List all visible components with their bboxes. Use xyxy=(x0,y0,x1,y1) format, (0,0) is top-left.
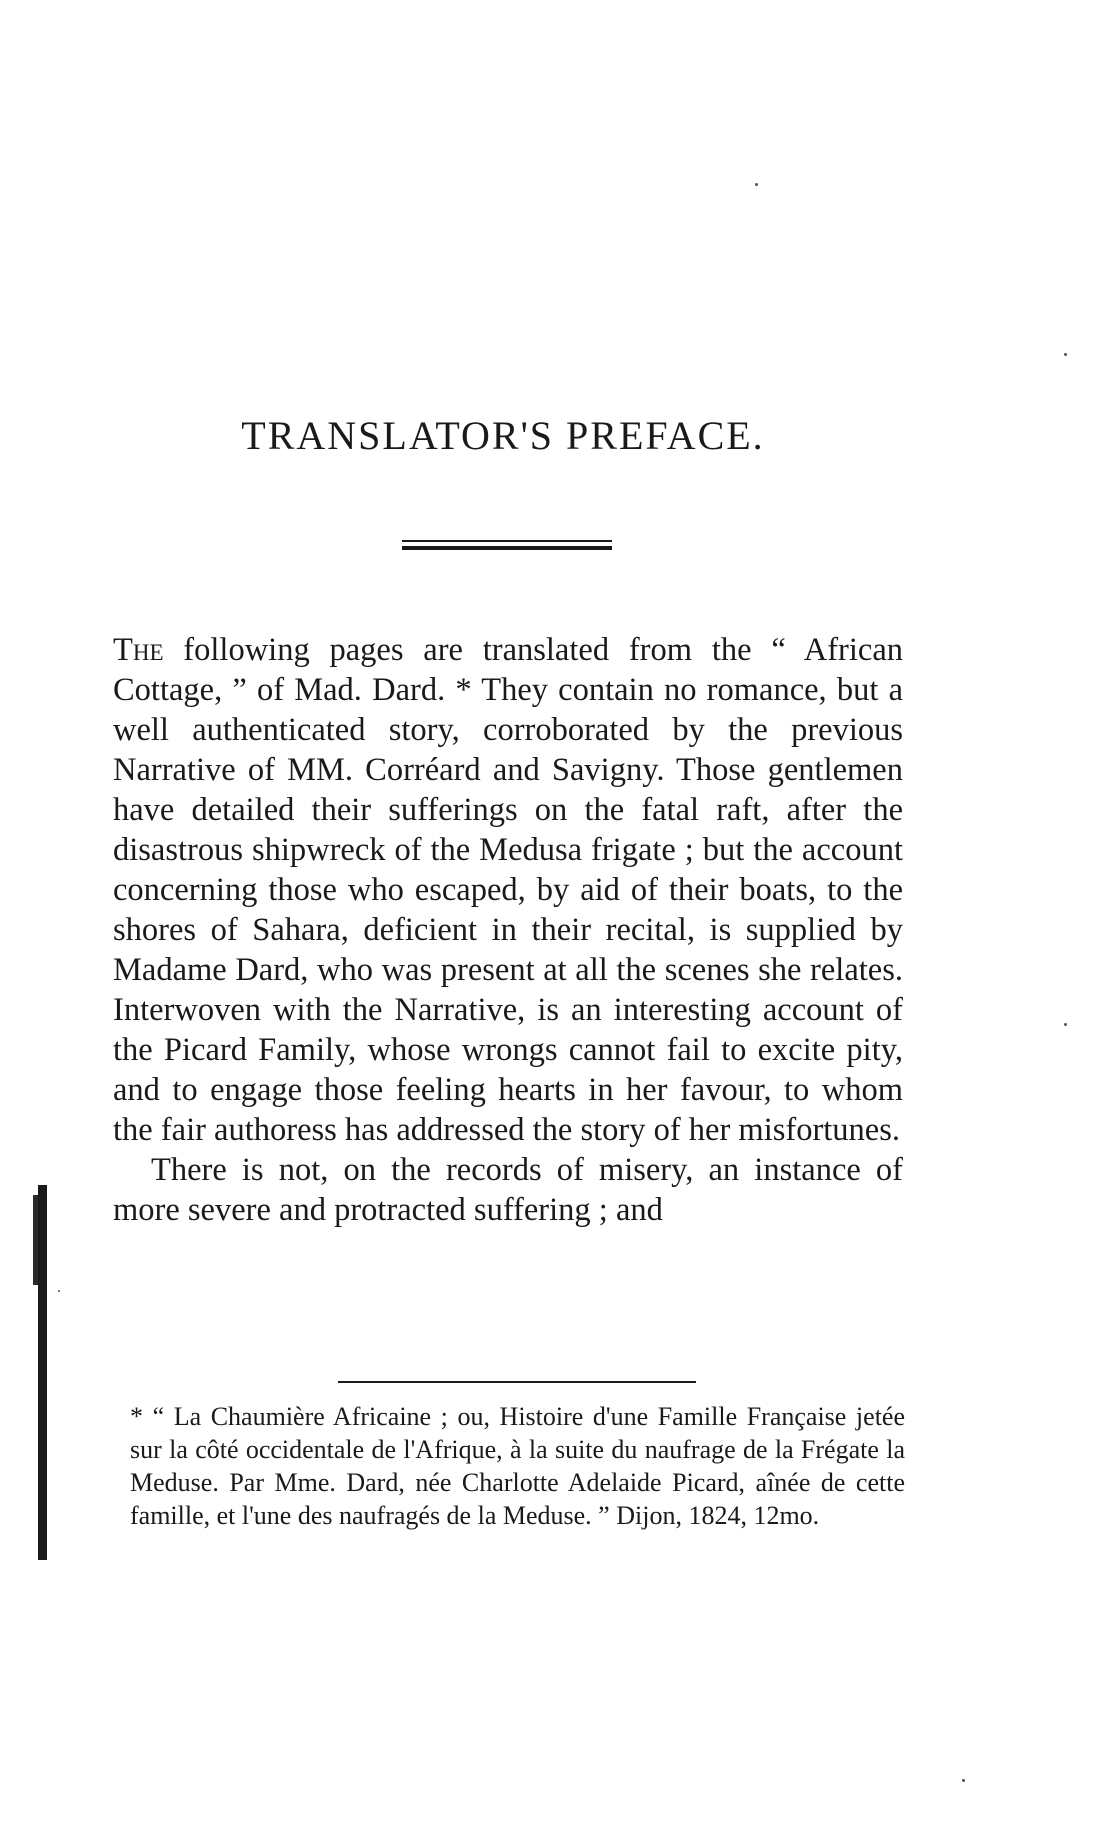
scan-speck xyxy=(755,183,758,186)
scan-speck xyxy=(962,1779,965,1782)
paragraph-1-lead: The xyxy=(113,632,164,668)
footnote-rule xyxy=(338,1381,696,1383)
paragraph-1 xyxy=(113,630,903,1150)
preface-body xyxy=(113,630,903,1230)
scan-speck xyxy=(58,1290,60,1292)
scan-margin-bar xyxy=(38,1185,47,1560)
page-title: TRANSLATOR'S PREFACE. xyxy=(241,413,765,458)
scan-speck xyxy=(1064,353,1067,356)
paragraph-2: There is not, on the records of misery, an instance of more severe and protracted suffering ; and xyxy=(113,1152,903,1228)
scan-margin-notch xyxy=(33,1195,38,1285)
footnote: * “ La Chaumière Africaine ; ou, Histoire d'une Famille Française jetée sur la côté occidentale de l'Afrique, à la suite du naufrage de la Frégate la Meduse. Par Mme. Dard, née Charlotte Adelaide Picard, aînée de cette famille, et l'une des naufragés de la Meduse. ” Dijon, 1824, 12mo. xyxy=(130,1402,905,1530)
title-double-rule xyxy=(402,540,612,550)
scan-speck xyxy=(1064,1023,1067,1026)
paragraph-1-text: following pages are translated from the “ African Cottage, ” of Mad. Dard. * They contain no romance, but a well authenticated story, corroborated by the previous Narrative of MM. Corréard and Savigny. Those gentlemen have detailed their sufferings on the fatal raft, after the disastrous shipwreck of the Medusa frigate ; but the account concerning those who escaped, by aid of their boats, to the shores of Sahara, deficient in their recital, is supplied by Madame Dard, who was present at all the scenes she relates. Interwoven with the Narrative, is an interesting account of the Picard Family, whose wrongs cannot fail to excite pity, and to engage those feeling hearts in her favour, to whom the fair authoress has addressed the story of her misfortunes. xyxy=(113,632,903,1148)
